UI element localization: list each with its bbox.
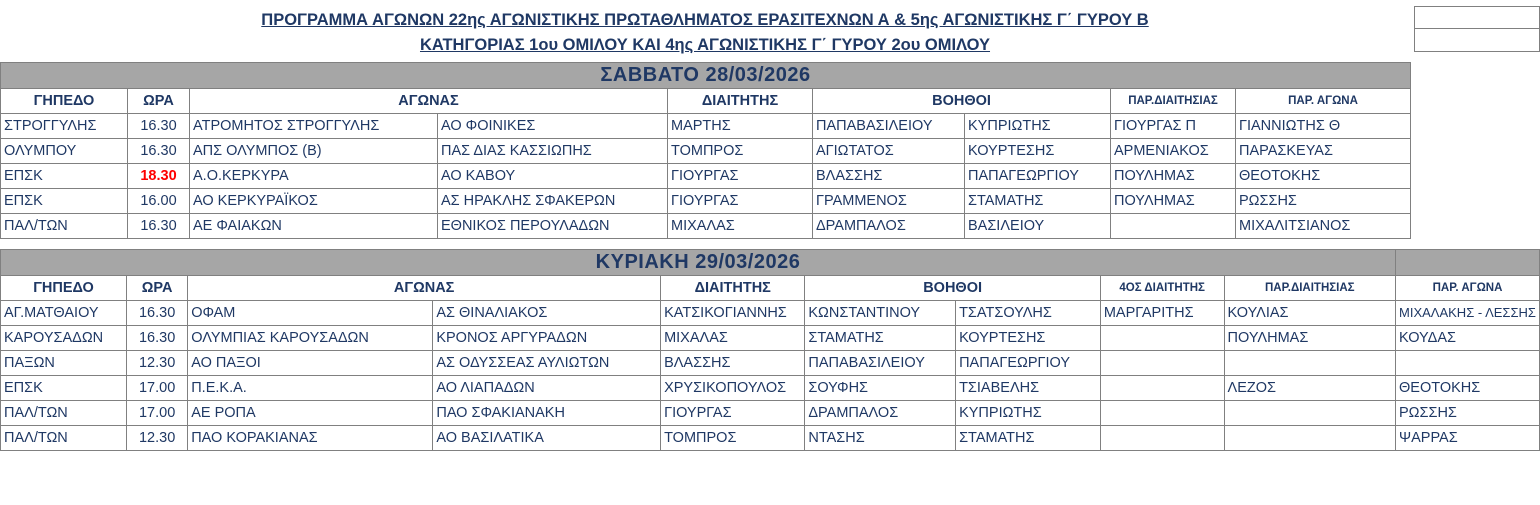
cell-assistant-2: ΤΣΑΤΣΟΥΛΗΣ xyxy=(956,300,1101,325)
header-match: ΑΓΩΝΑΣ xyxy=(190,88,668,113)
cell-referee: ΜΑΡΤΗΣ xyxy=(668,113,813,138)
cell-ref-observer xyxy=(1224,425,1395,450)
cell-ref-observer: ΚΟΥΛΙΑΣ xyxy=(1224,300,1395,325)
cell-assistant-1: ΣΤΑΜΑΤΗΣ xyxy=(805,325,956,350)
cell-venue: ΟΛΥΜΠΟΥ xyxy=(1,138,128,163)
cell-assistant-1: ΣΟΥΦΗΣ xyxy=(805,375,956,400)
cell-referee: ΓΙΟΥΡΓΑΣ xyxy=(668,163,813,188)
header-time: ΩΡΑ xyxy=(128,88,190,113)
cell-away-team: ΑΟ ΦΟΙΝΙΚΕΣ xyxy=(438,113,668,138)
cell-away-team: ΑΣ ΘΙΝΑΛΙΑΚΟΣ xyxy=(433,300,661,325)
cell-ref-observer: ΓΙΟΥΡΓΑΣ Π xyxy=(1111,113,1236,138)
cell-away-team: ΠΑΣ ΔΙΑΣ ΚΑΣΣΙΩΠΗΣ xyxy=(438,138,668,163)
cell-time: 12.30 xyxy=(127,425,188,450)
sunday-banner: ΚΥΡΙΑΚΗ 29/03/2026 xyxy=(1,249,1396,275)
cell-venue: ΕΠΣΚ xyxy=(1,375,127,400)
section-gap xyxy=(0,239,1540,249)
cell-time: 16.00 xyxy=(128,188,190,213)
cell-venue: ΠΑΛ/ΤΩΝ xyxy=(1,425,127,450)
cell-away-team: ΑΟ ΚΑΒΟΥ xyxy=(438,163,668,188)
saturday-banner: ΣΑΒΒΑΤΟ 28/03/2026 xyxy=(1,62,1411,88)
table-row xyxy=(1,300,1540,325)
cell-assistant-2: ΒΑΣΙΛΕΙΟΥ xyxy=(965,213,1111,238)
cell-referee: ΧΡΥΣΙΚΟΠΟΥΛΟΣ xyxy=(661,375,805,400)
cell-time: 16.30 xyxy=(128,213,190,238)
cell-time: 16.30 xyxy=(127,325,188,350)
cell-away-team: ΚΡΟΝΟΣ ΑΡΓΥΡΑΔΩΝ xyxy=(433,325,661,350)
cell-ref-observer: ΠΟΥΛΗΜΑΣ xyxy=(1111,163,1236,188)
cell-ref-observer: ΠΟΥΛΗΜΑΣ xyxy=(1224,325,1395,350)
cell-referee: ΚΑΤΣΙΚΟΓΙΑΝΝΗΣ xyxy=(661,300,805,325)
cell-assistant-1: ΒΛΑΣΣΗΣ xyxy=(813,163,965,188)
cell-match-observer: ΓΙΑΝΝΙΩΤΗΣ Θ xyxy=(1236,113,1411,138)
cell-referee: ΓΙΟΥΡΓΑΣ xyxy=(668,188,813,213)
empty-cell-top-right-2 xyxy=(1414,28,1540,52)
cell-home-team: ΑΟ ΚΕΡΚΥΡΑΪΚΟΣ xyxy=(190,188,438,213)
cell-referee: ΤΟΜΠΡΟΣ xyxy=(668,138,813,163)
sunday-banner-row xyxy=(1,249,1540,275)
cell-time: 16.30 xyxy=(127,300,188,325)
cell-referee: ΓΙΟΥΡΓΑΣ xyxy=(661,400,805,425)
cell-assistant-2: ΣΤΑΜΑΤΗΣ xyxy=(965,188,1111,213)
header-assistants: ΒΟΗΘΟΙ xyxy=(813,88,1111,113)
header-referee: ΔΙΑΙΤΗΤΗΣ xyxy=(661,275,805,300)
cell-match-observer: ΠΑΡΑΣΚΕΥΑΣ xyxy=(1236,138,1411,163)
cell-venue: ΣΤΡΟΓΓΥΛΗΣ xyxy=(1,113,128,138)
cell-fourth-official: ΜΑΡΓΑΡΙΤΗΣ xyxy=(1100,300,1224,325)
cell-referee: ΒΛΑΣΣΗΣ xyxy=(661,350,805,375)
cell-home-team: ΟΛΥΜΠΙΑΣ ΚΑΡΟΥΣΑΔΩΝ xyxy=(188,325,433,350)
cell-away-team: ΑΟ ΒΑΣΙΛΑΤΙΚΑ xyxy=(433,425,661,450)
cell-home-team: Α.Ο.ΚΕΡΚΥΡΑ xyxy=(190,163,438,188)
cell-match-observer: ΜΙΧΑΛΑΚΗΣ - ΛΕΣΣΗΣ xyxy=(1396,300,1540,325)
title-line-2: ΚΑΤΗΓΟΡΙΑΣ 1ου ΟΜΙΛΟΥ ΚΑΙ 4ης ΑΓΩΝΙΣΤΙΚΗΣ Γ΄ ΓΥΡΟΥ 2ου ΟΜΙΛΟΥ xyxy=(419,35,991,54)
cell-assistant-1: ΔΡΑΜΠΑΛΟΣ xyxy=(805,400,956,425)
cell-match-observer: ΜΙΧΑΛΙΤΣΙΑΝΟΣ xyxy=(1236,213,1411,238)
cell-assistant-2: ΚΟΥΡΤΕΣΗΣ xyxy=(965,138,1111,163)
cell-venue: ΕΠΣΚ xyxy=(1,188,128,213)
header-match-observer: ΠΑΡ. ΑΓΩΝΑ xyxy=(1396,275,1540,300)
cell-venue: ΕΠΣΚ xyxy=(1,163,128,188)
table-row xyxy=(1,375,1540,400)
cell-ref-observer: ΛΕΖΟΣ xyxy=(1224,375,1395,400)
cell-time: 16.30 xyxy=(128,138,190,163)
cell-home-team: ΑΕ ΦΑΙΑΚΩΝ xyxy=(190,213,438,238)
cell-venue: ΠΑΛ/ΤΩΝ xyxy=(1,400,127,425)
cell-away-team: ΑΟ ΛΙΑΠΑΔΩΝ xyxy=(433,375,661,400)
cell-assistant-1: ΚΩΝΣΤΑΝΤΙΝΟΥ xyxy=(805,300,956,325)
header-ref-observer: ΠΑΡ.ΔΙΑΙΤΗΣΙΑΣ xyxy=(1111,88,1236,113)
cell-venue: ΠΑΛ/ΤΩΝ xyxy=(1,213,128,238)
cell-home-team: ΑΟ ΠΑΞΟΙ xyxy=(188,350,433,375)
table-row xyxy=(1,213,1411,238)
cell-ref-observer xyxy=(1111,213,1236,238)
cell-ref-observer xyxy=(1224,400,1395,425)
cell-time: 12.30 xyxy=(127,350,188,375)
cell-time: 17.00 xyxy=(127,400,188,425)
cell-away-team: ΑΣ ΟΔΥΣΣΕΑΣ ΑΥΛΙΩΤΩΝ xyxy=(433,350,661,375)
cell-assistant-1: ΠΑΠΑΒΑΣΙΛΕΙΟΥ xyxy=(813,113,965,138)
table-row xyxy=(1,113,1411,138)
sunday-banner-tail xyxy=(1396,249,1540,275)
title-line-1: ΠΡΟΓΡΑΜΜΑ ΑΓΩΝΩΝ 22ης ΑΓΩΝΙΣΤΙΚΗΣ ΠΡΩΤΑΘΛΗΜΑΤΟΣ ΕΡΑΣΙΤΕΧΝΩΝ Α & 5ης ΑΓΩΝΙΣΤΙΚΗΣ Γ΄ ΓΥΡΟΥ Β xyxy=(261,11,1149,29)
saturday-header-row xyxy=(1,88,1411,113)
header-fourth-official: 4ΟΣ ΔΙΑΙΤΗΤΗΣ xyxy=(1100,275,1224,300)
cell-fourth-official xyxy=(1100,350,1224,375)
cell-assistant-1: ΓΡΑΜΜΕΝΟΣ xyxy=(813,188,965,213)
table-row xyxy=(1,163,1411,188)
table-row xyxy=(1,325,1540,350)
saturday-banner-row xyxy=(1,62,1411,88)
cell-venue: ΑΓ.ΜΑΤΘΑΙΟΥ xyxy=(1,300,127,325)
cell-ref-observer xyxy=(1224,350,1395,375)
cell-fourth-official xyxy=(1100,375,1224,400)
cell-home-team: ΠΑΟ ΚΟΡΑΚΙΑΝΑΣ xyxy=(188,425,433,450)
cell-fourth-official xyxy=(1100,400,1224,425)
cell-away-team: ΑΣ ΗΡΑΚΛΗΣ ΣΦΑΚΕΡΩΝ xyxy=(438,188,668,213)
cell-match-observer: ΡΩΣΣΗΣ xyxy=(1236,188,1411,213)
cell-fourth-official xyxy=(1100,425,1224,450)
header-referee: ΔΙΑΙΤΗΤΗΣ xyxy=(668,88,813,113)
cell-referee: ΜΙΧΑΛΑΣ xyxy=(668,213,813,238)
empty-cell-top-right-1 xyxy=(1414,6,1540,30)
cell-assistant-2: ΠΑΠΑΓΕΩΡΓΙΟΥ xyxy=(956,350,1101,375)
cell-fourth-official xyxy=(1100,325,1224,350)
cell-assistant-2: ΤΣΙΑΒΕΛΗΣ xyxy=(956,375,1101,400)
header-time: ΩΡΑ xyxy=(127,275,188,300)
header-venue: ΓΗΠΕΔΟ xyxy=(1,88,128,113)
cell-match-observer: ΨΑΡΡΑΣ xyxy=(1396,425,1540,450)
cell-assistant-1: ΔΡΑΜΠΑΛΟΣ xyxy=(813,213,965,238)
cell-home-team: ΑΤΡΟΜΗΤΟΣ ΣΤΡΟΓΓΥΛΗΣ xyxy=(190,113,438,138)
cell-away-team: ΠΑΟ ΣΦΑΚΙΑΝΑΚΗ xyxy=(433,400,661,425)
table-row xyxy=(1,400,1540,425)
table-row xyxy=(1,350,1540,375)
cell-assistant-1: ΝΤΑΣΗΣ xyxy=(805,425,956,450)
table-row xyxy=(1,138,1411,163)
cell-assistant-2: ΚΟΥΡΤΕΣΗΣ xyxy=(956,325,1101,350)
cell-referee: ΜΙΧΑΛΑΣ xyxy=(661,325,805,350)
cell-away-team: ΕΘΝΙΚΟΣ ΠΕΡΟΥΛΑΔΩΝ xyxy=(438,213,668,238)
cell-assistant-2: ΚΥΠΡΙΩΤΗΣ xyxy=(956,400,1101,425)
cell-match-observer: ΡΩΣΣΗΣ xyxy=(1396,400,1540,425)
cell-assistant-2: ΣΤΑΜΑΤΗΣ xyxy=(956,425,1101,450)
cell-home-team: Π.Ε.Κ.Α. xyxy=(188,375,433,400)
header-match: ΑΓΩΝΑΣ xyxy=(188,275,661,300)
cell-venue: ΠΑΞΩΝ xyxy=(1,350,127,375)
cell-ref-observer: ΠΟΥΛΗΜΑΣ xyxy=(1111,188,1236,213)
saturday-table xyxy=(0,62,1411,239)
cell-assistant-1: ΑΓΙΩΤΑΤΟΣ xyxy=(813,138,965,163)
cell-time: 18.30 xyxy=(128,163,190,188)
cell-ref-observer: ΑΡΜΕΝΙΑΚΟΣ xyxy=(1111,138,1236,163)
cell-match-observer xyxy=(1396,350,1540,375)
cell-home-team: ΟΦΑΜ xyxy=(188,300,433,325)
cell-match-observer: ΚΟΥΔΑΣ xyxy=(1396,325,1540,350)
header-assistants: ΒΟΗΘΟΙ xyxy=(805,275,1100,300)
header-ref-observer: ΠΑΡ.ΔΙΑΙΤΗΣΙΑΣ xyxy=(1224,275,1395,300)
cell-assistant-2: ΠΑΠΑΓΕΩΡΓΙΟΥ xyxy=(965,163,1111,188)
table-row xyxy=(1,188,1411,213)
header-venue: ΓΗΠΕΔΟ xyxy=(1,275,127,300)
cell-match-observer: ΘΕΟΤΟΚΗΣ xyxy=(1236,163,1411,188)
document-title xyxy=(0,0,1410,62)
table-row xyxy=(1,425,1540,450)
cell-referee: ΤΟΜΠΡΟΣ xyxy=(661,425,805,450)
cell-assistant-1: ΠΑΠΑΒΑΣΙΛΕΙΟΥ xyxy=(805,350,956,375)
header-match-observer: ΠΑΡ. ΑΓΩΝΑ xyxy=(1236,88,1411,113)
sunday-table xyxy=(0,249,1540,451)
cell-time: 17.00 xyxy=(127,375,188,400)
cell-venue: ΚΑΡΟΥΣΑΔΩΝ xyxy=(1,325,127,350)
cell-time: 16.30 xyxy=(128,113,190,138)
cell-home-team: ΑΕ ΡΟΠΑ xyxy=(188,400,433,425)
cell-assistant-2: ΚΥΠΡΙΩΤΗΣ xyxy=(965,113,1111,138)
cell-match-observer: ΘΕΟΤΟΚΗΣ xyxy=(1396,375,1540,400)
sunday-header-row xyxy=(1,275,1540,300)
cell-home-team: ΑΠΣ ΟΛΥΜΠΟΣ (Β) xyxy=(190,138,438,163)
